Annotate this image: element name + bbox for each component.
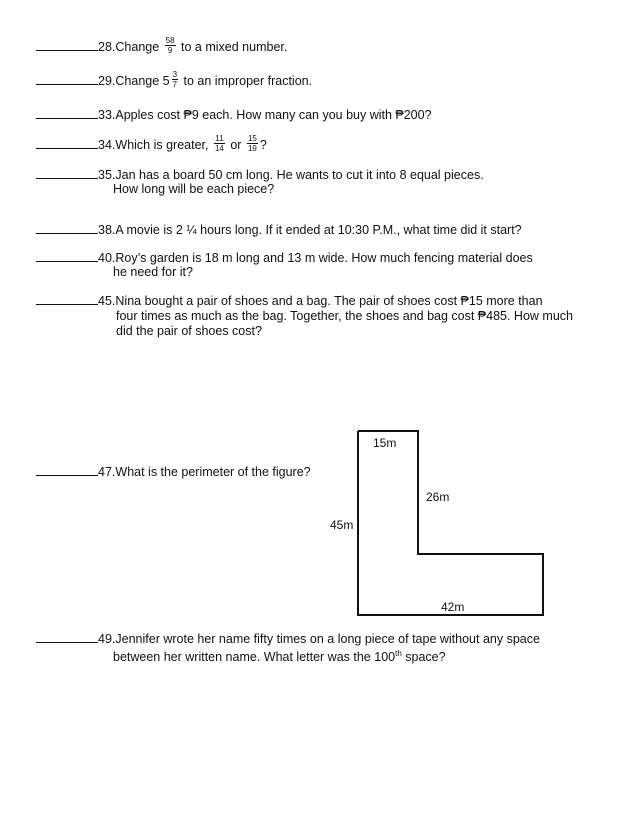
question-35: 35.Jan has a board 50 cm long. He wants to cut it into 8 equal pieces.	[36, 166, 626, 184]
figure-bottom-label: 42m	[441, 600, 465, 614]
fraction: $\frac{11}{14}$	[214, 134, 224, 154]
fraction: $\frac{15}{19}$	[247, 134, 257, 154]
fraction: $\frac{58}{9}$	[165, 36, 175, 56]
question-49: 49.Jennifer wrote her name fifty times on a long piece of tape without any space	[36, 630, 626, 648]
fraction: $\frac{3}{7}$	[172, 70, 178, 90]
question-45-line3: did the pair of shoes cost?	[116, 324, 262, 338]
question-38: 38.A movie is 2 ¼ hours long. If it ended at 10:30 P.M., what time did it start?	[36, 221, 626, 239]
question-49-line2: between her written name. What letter was the 100th space?	[113, 649, 446, 665]
answer-blank[interactable]	[36, 630, 98, 643]
question-45-line2: four times as much as the bag. Together, the shoes and bag cost ₱485. How much	[116, 309, 573, 323]
question-47: 47.What is the perimeter of the figure?	[36, 463, 626, 481]
question-45: 45.Nina bought a pair of shoes and a bag. The pair of shoes cost ₱15 more than	[36, 292, 626, 310]
question-33: 33.Apples cost ₱9 each. How many can you buy with ₱200?	[36, 106, 626, 124]
question-40-line2: he need for it?	[113, 265, 193, 279]
figure-left-label: 45m	[330, 518, 354, 532]
question-35-line2: How long will be each piece?	[113, 182, 275, 196]
figure-inner-vertical-label: 26m	[426, 490, 450, 504]
question-28: 28.Change $\frac{58}{9}$ to a mixed number.	[36, 38, 626, 57]
figure-outline	[358, 431, 543, 615]
question-29: 29.Change 5 $\frac{3}{7}$ to an improper fraction.	[36, 72, 626, 91]
question-40: 40.Roy’s garden is 18 m long and 13 m wide. How much fencing material does	[36, 249, 626, 267]
figure-top-label: 15m	[373, 436, 397, 450]
question-34: 34.Which is greater, $\frac{11}{14}$ or $\frac{15}{19}$ ?	[36, 136, 626, 155]
